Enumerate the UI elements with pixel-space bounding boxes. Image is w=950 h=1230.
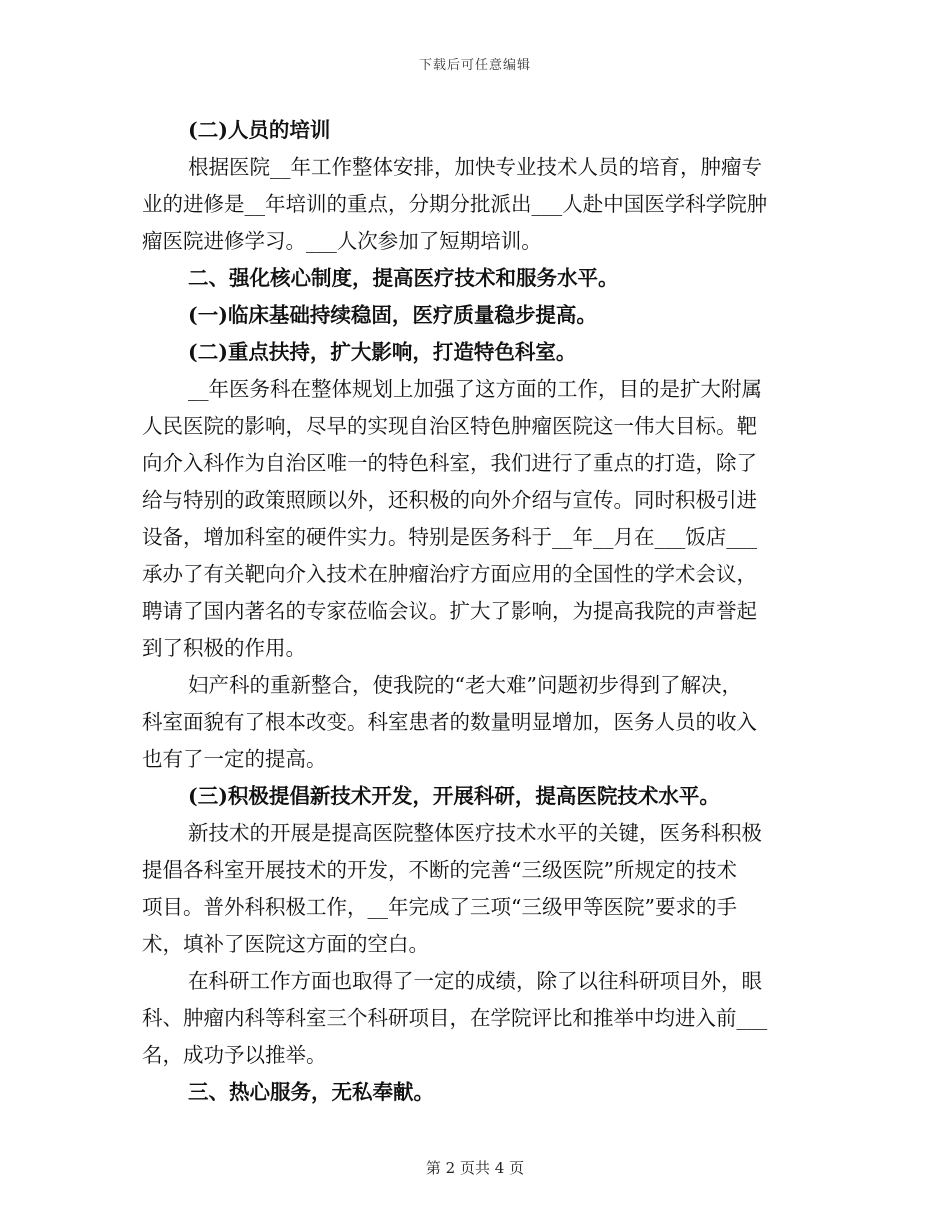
section-heading: (二)重点扶持，扩大影响，打造特色科室。 [188, 340, 577, 364]
paragraph-line: 科室面貌有了根本改变。科室患者的数量明显增加，医务人员的收入 [142, 710, 757, 734]
paragraph-line: 聘请了国内著名的专家莅临会议。扩大了影响，为提高我院的声誉起 [142, 599, 757, 623]
document-body [142, 112, 802, 1111]
paragraph-line: 到了积极的作用。 [142, 636, 306, 660]
paragraph-line: 也有了一定的提高。 [142, 747, 327, 771]
paragraph-line: 设备，增加科室的硬件实力。特别是医务科于__年__月在___饭店___ [142, 525, 757, 549]
section-heading: (三)积极提倡新技术开发，开展科研，提高医院技术水平。 [188, 784, 720, 808]
section-heading: 二、强化核心制度，提高医疗技术和服务水平。 [188, 266, 619, 290]
paragraph-line: 名，成功予以推举。 [142, 1043, 327, 1067]
paragraph-line: 承办了有关靶向介入技术在肿瘤治疗方面应用的全国性的学术会议， [142, 562, 757, 586]
section-heading: (二)人员的培训 [188, 118, 331, 142]
paragraph-line: 妇产科的重新整合，使我院的“老大难”问题初步得到了解决， [188, 673, 742, 697]
page-footer-number: 第 2 页共 4 页 [425, 1159, 525, 1177]
paragraph-line: 科、肿瘤内科等科室三个科研项目，在学院评比和推举中均进入前___ [142, 1006, 768, 1030]
section-heading: 三、热心服务，无私奉献。 [188, 1080, 434, 1104]
paragraph-line: __年医务科在整体规划上加强了这方面的工作，目的是扩大附属 [188, 377, 762, 401]
paragraph-line: 新技术的开展是提高医院整体医疗技术水平的关键，医务科积极 [188, 821, 762, 845]
page-header-note: 下载后可任意编辑 [418, 58, 531, 73]
paragraph-line: 给与特别的政策照顾以外，还积极的向外介绍与宣传。同时积极引进 [142, 488, 757, 512]
paragraph-line: 在科研工作方面也取得了一定的成绩，除了以往科研项目外，眼 [188, 969, 762, 993]
paragraph-line: 术，填补了医院这方面的空白。 [142, 932, 429, 956]
paragraph-line: 业的进修是__年培训的重点，分期分批派出___人赴中国医学科学院肿 [142, 192, 768, 216]
paragraph-line: 提倡各科室开展技术的开发，不断的完善“三级医院”所规定的技术 [142, 858, 737, 882]
paragraph-line: 根据医院__年工作整体安排，加快专业技术人员的培育，肿瘤专 [188, 155, 762, 179]
paragraph-line: 项目。普外科积极工作，__年完成了三项“三级甲等医院”要求的手 [142, 895, 737, 919]
paragraph-line: 向介入科作为自治区唯一的特色科室，我们进行了重点的打造，除了 [142, 451, 757, 475]
section-heading: (一)临床基础持续稳固，医疗质量稳步提高。 [188, 303, 597, 327]
paragraph-line: 人民医院的影响，尽早的实现自治区特色肿瘤医院这一伟大目标。靶 [142, 414, 757, 438]
paragraph-line: 瘤医院进修学习。___人次参加了短期培训。 [142, 229, 542, 253]
